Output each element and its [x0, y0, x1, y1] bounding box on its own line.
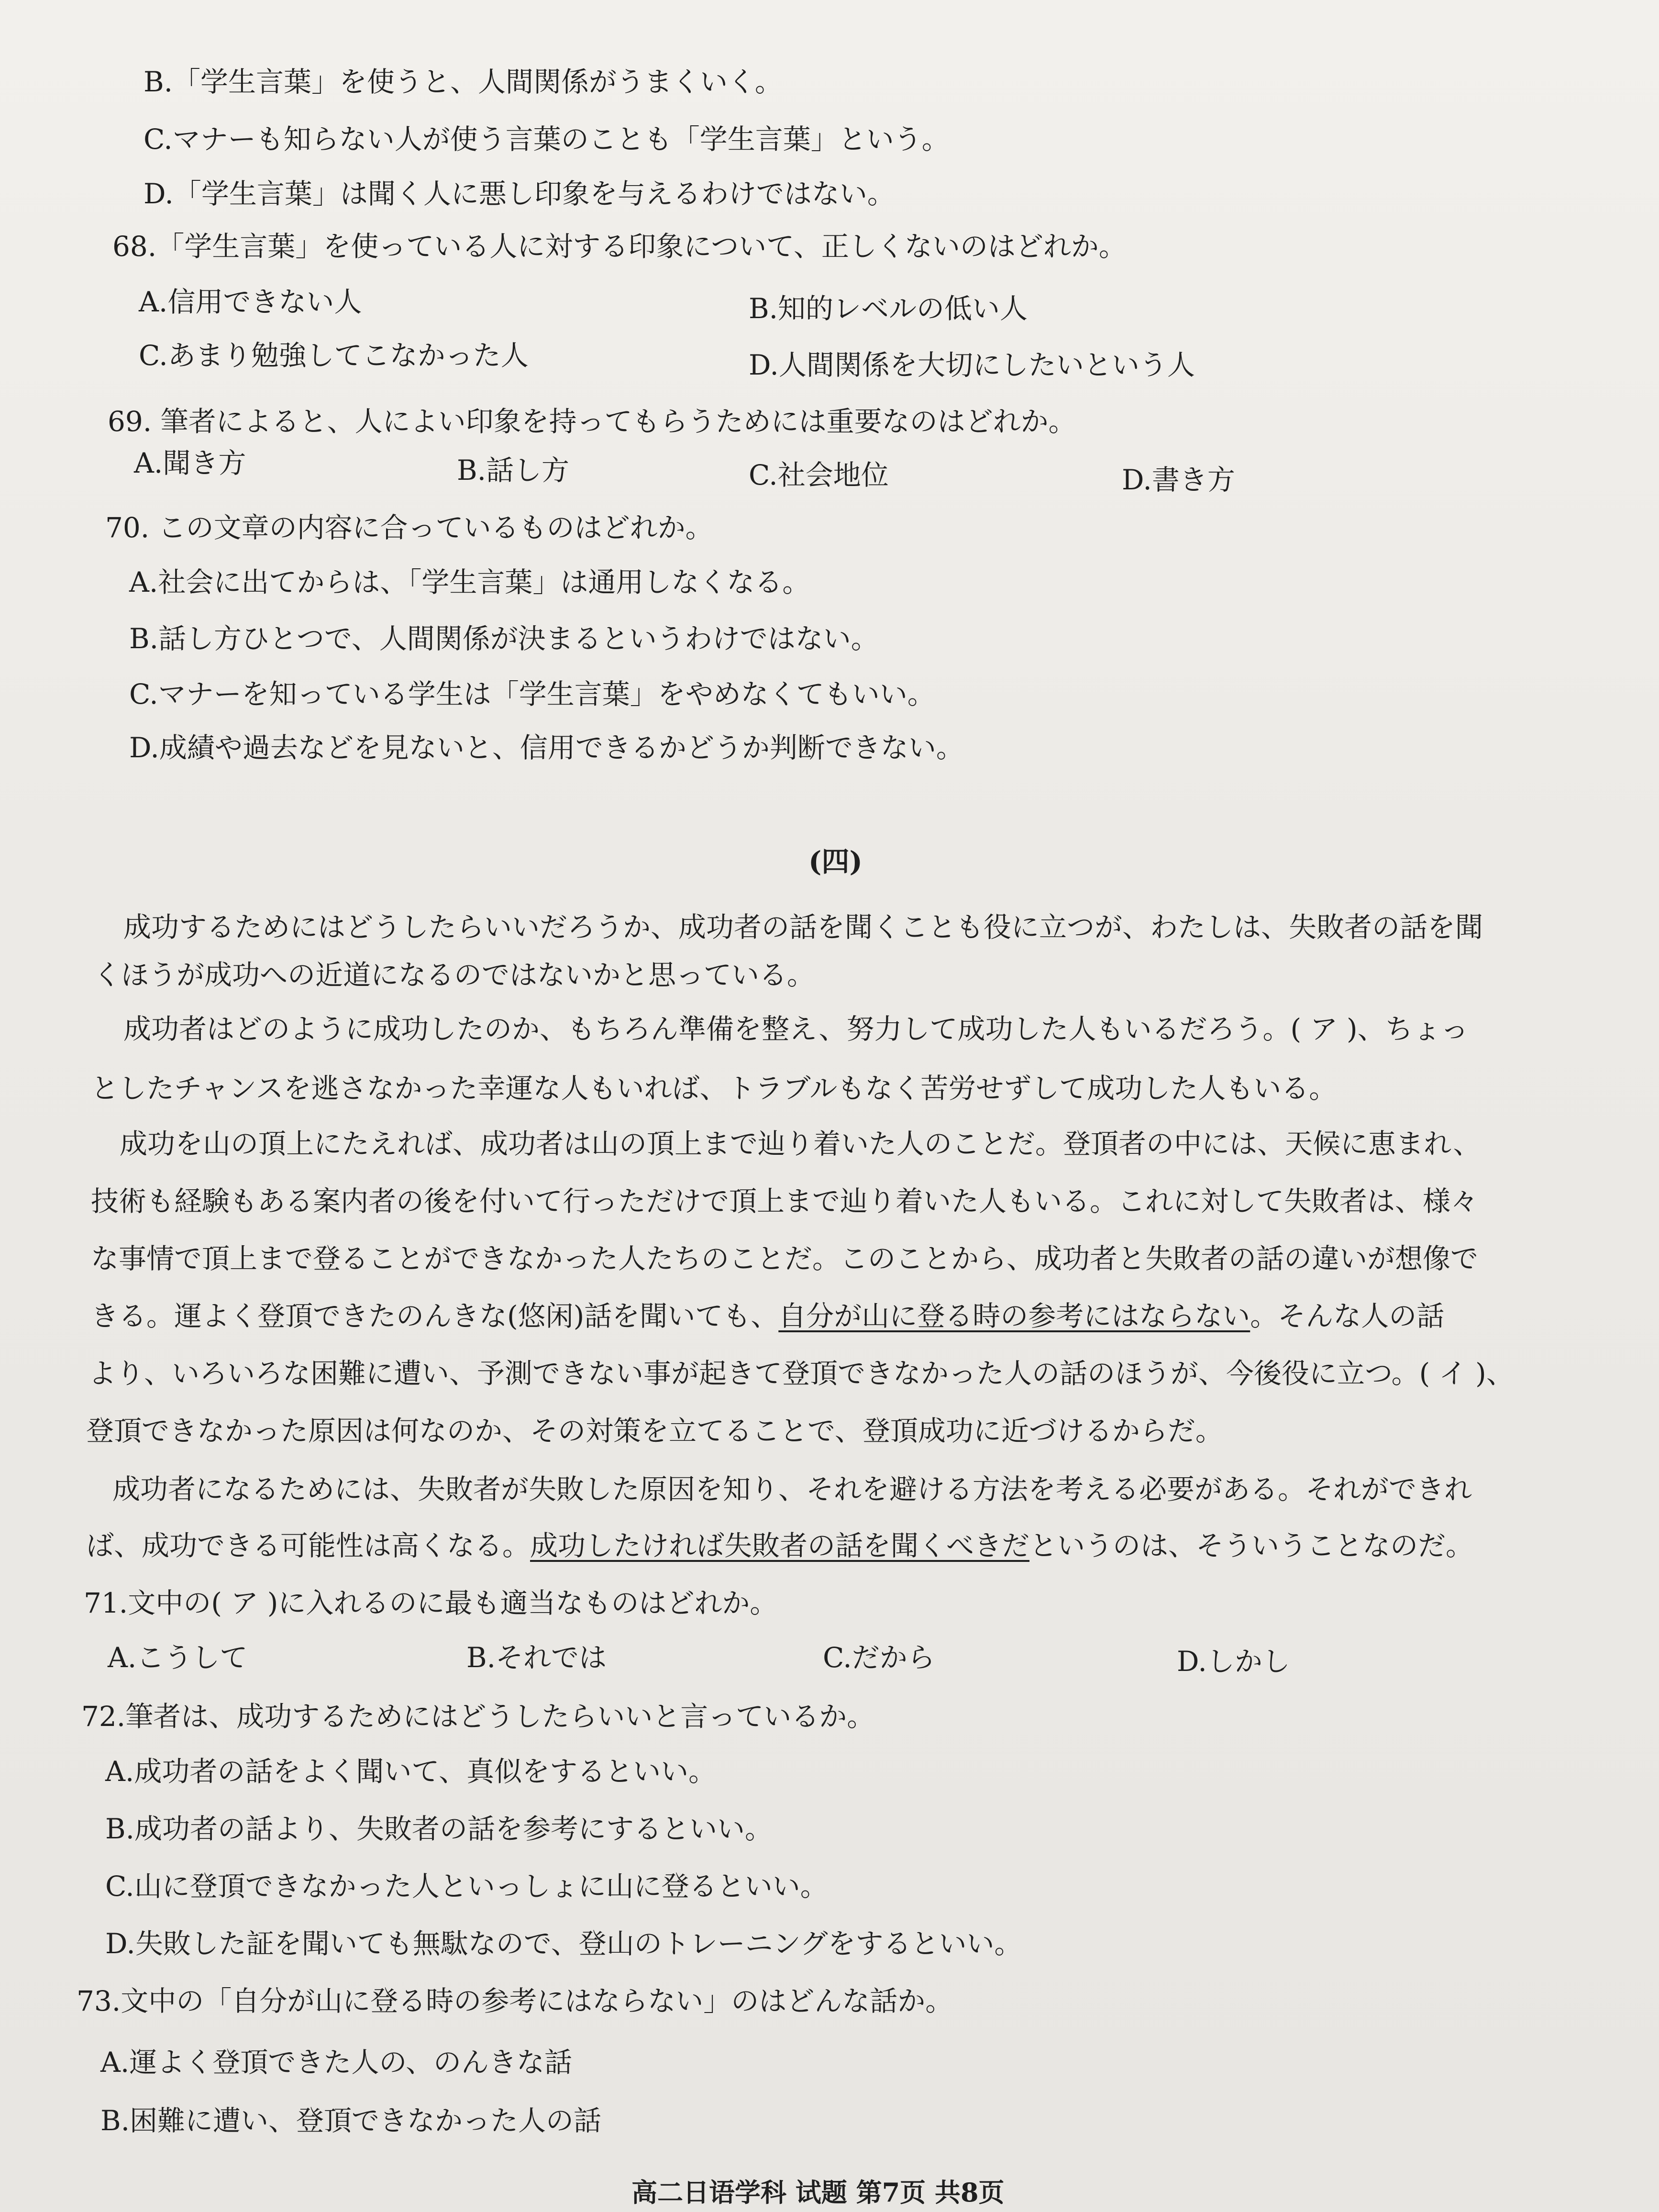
q72-option-d: D.失敗した証を聞いても無駄なので、登山のトレーニングをするといい。 [105, 1927, 1022, 1960]
q72-option-c: C.山に登頂できなかった人といっしょに山に登るといい。 [105, 1870, 828, 1902]
q70-option-d: D.成績や過去などを見ないと、信用できるかどうか判断できない。 [129, 731, 964, 764]
q70-stem: 70. この文章の内容に合っているものはどれか。 [105, 511, 713, 544]
q69-option-c: C.社会地位 [749, 459, 889, 491]
q68-option-b: B.知的レベルの低い人 [749, 292, 1028, 325]
underlined-phrase-2: 成功したければ失敗者の話を聞くべきだ [530, 1529, 1030, 1562]
passage-p3-line5: より、いろいろな困難に遭い、予測できない事が起きて登頂できなかった人の話のほうが、今後役に立つ。( イ )、 [88, 1357, 1514, 1390]
passage-p4-line2 [86, 1530, 1473, 1562]
q69-option-b: B.話し方 [457, 454, 570, 487]
q72-stem: 72.筆者は、成功するためにはどうしたらいいと言っているか。 [81, 1700, 875, 1733]
q73-stem: 73.文中の「自分が山に登る時の参考にはならない」のはどんな話か。 [77, 1985, 953, 2017]
passage-p3-line3: な事情で頂上まで登ることができなかった人たちのことだ。このことから、成功者と失敗者の話の違いが想像で [91, 1242, 1479, 1275]
q71-option-c: C.だから [823, 1641, 935, 1674]
q68-option-c: C.あまり勉強してこなかった人 [139, 339, 529, 372]
option-b: B.「学生言葉」を使うと、人間関係がうまくいく。 [144, 66, 783, 98]
q70-option-b: B.話し方ひとつで、人間関係が決まるというわけではない。 [129, 622, 879, 655]
passage-p2-line2: としたチャンスを逃さなかった幸運な人もいれば、トラブルもなく苦労せずして成功した人もいる。 [91, 1072, 1337, 1105]
underlined-phrase-1: 自分が山に登る時の参考にはならない [778, 1300, 1250, 1332]
q73-option-b: B.困難に遭い、登頂できなかった人の話 [100, 2104, 602, 2137]
q70-option-a: A.社会に出てからは、「学生言葉」は通用しなくなる。 [129, 566, 810, 598]
q69-stem: 69. 筆者によると、人によい印象を持ってもらうためには重要なのはどれか。 [108, 405, 1076, 438]
q72-option-a: A.成功者の話をよく聞いて、真似をするといい。 [105, 1755, 717, 1788]
q71-option-b: B.それでは [466, 1641, 607, 1674]
passage-p4-line2-post: というのは、そういうことなのだ。 [1029, 1529, 1474, 1562]
passage-p3-line6: 登頂できなかった原因は何なのか、その対策を立てることで、登頂成功に近づけるからだ。 [86, 1415, 1223, 1447]
q68-option-a: A.信用できない人 [139, 286, 362, 318]
passage-p1-line1: 成功するためにはどうしたらいいだろうか、成功者の話を聞くことも役に立つが、わたしは、失敗者の話を聞 [123, 911, 1483, 943]
q71-option-d: D.しかし [1177, 1645, 1290, 1678]
q72-option-b: B.成功者の話より、失敗者の話を参考にするといい。 [105, 1813, 773, 1845]
q69-option-d: D.書き方 [1122, 464, 1235, 496]
passage-p3-line4-post: 。そんな人の話 [1250, 1300, 1445, 1332]
page-footer: 高二日语学科 试题 第7页 共8页 [631, 2177, 1005, 2208]
q71-option-a: A.こうして [108, 1641, 248, 1674]
option-c: C.マナーも知らない人が使う言葉のことも「学生言葉」という。 [144, 123, 950, 155]
q73-option-a: A.運よく登頂できた人の、のんきな話 [100, 2046, 573, 2079]
section-title: (四) [808, 845, 863, 878]
passage-p4-line1: 成功者になるためには、失敗者が失敗した原因を知り、それを避ける方法を考える必要がある。それができれ [112, 1473, 1472, 1505]
passage-p4-line2-pre: ば、成功できる可能性は高くなる。 [86, 1529, 531, 1562]
passage-p2-line1: 成功者はどのように成功したのか、もちろん準備を整え、努力して成功した人もいるだろう。( ア )、ちょっ [123, 1013, 1469, 1045]
bleed-through-mark [746, 794, 1160, 827]
q68-option-d: D.人間関係を大切にしたいという人 [749, 349, 1195, 381]
q69-option-a: A.聞き方 [134, 447, 246, 479]
q70-option-c: C.マナーを知っている学生は「学生言葉」をやめなくてもいい。 [129, 678, 935, 710]
option-d: D.「学生言葉」は聞く人に悪し印象を与えるわけではない。 [144, 177, 895, 210]
passage-p1-line2: くほうが成功への近道になるのではないかと思っている。 [93, 959, 815, 991]
passage-p3-line1: 成功を山の頂上にたえれば、成功者は山の頂上まで辿り着いた人のことだ。登頂者の中には、天候に恵まれ、 [120, 1128, 1481, 1160]
passage-p3-line4 [91, 1300, 1444, 1332]
passage-p3-line2: 技術も経験もある案内者の後を付いて行っただけで頂上まで辿り着いた人もいる。これに対して失敗者は、様々 [91, 1185, 1479, 1217]
q68-stem: 68.「学生言葉」を使っている人に対する印象について、正しくないのはどれか。 [112, 230, 1127, 263]
passage-p3-line4-pre: きる。運よく登頂できたのんきな(悠闲)話を聞いても、 [91, 1300, 779, 1332]
q71-stem: 71.文中の( ア )に入れるのに最も適当なものはどれか。 [84, 1587, 778, 1619]
